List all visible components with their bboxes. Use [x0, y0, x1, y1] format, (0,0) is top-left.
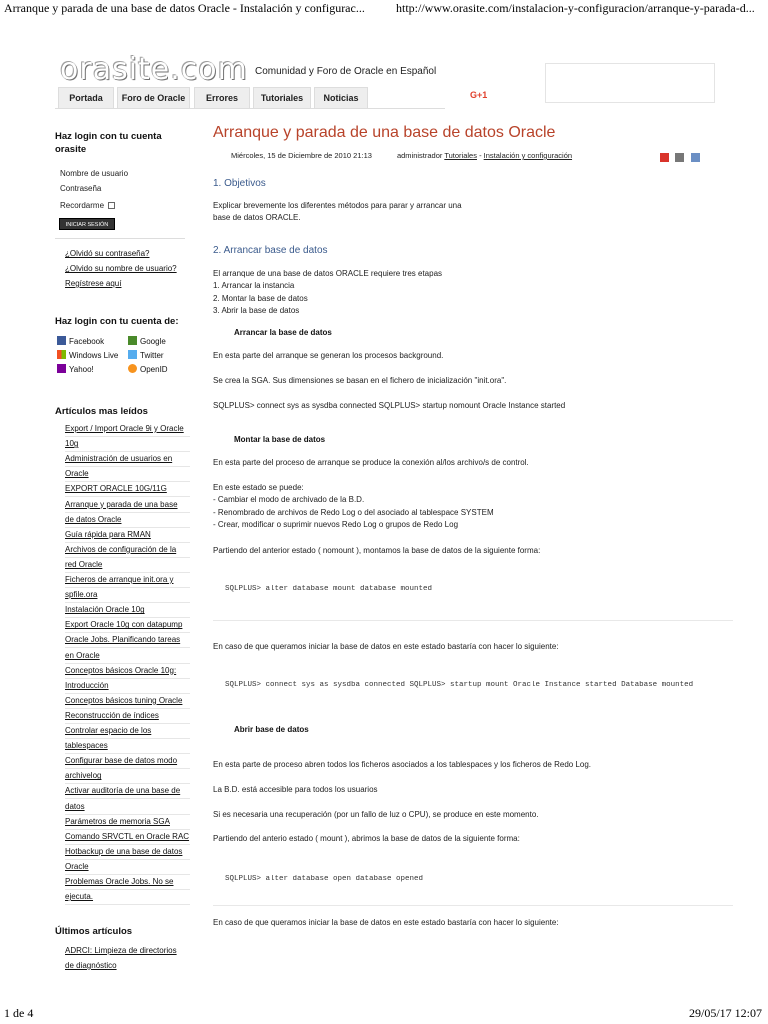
divider [55, 238, 185, 239]
yahoo-icon [57, 364, 66, 373]
popular-article-link[interactable]: de datos Oracle [65, 512, 190, 528]
category-instalacion-link[interactable]: Instalación y configuración [483, 151, 573, 160]
nav-tutoriales[interactable]: Tutoriales [253, 87, 311, 109]
popular-article-link[interactable]: Conceptos básicos Oracle 10g: [65, 663, 190, 679]
password-label[interactable]: Contraseña [60, 184, 102, 193]
step-item: 1. Arrancar la instancia [213, 281, 295, 290]
print-url: http://www.orasite.com/instalacion-y-configuracion/arranque-y-parada-d... [396, 1, 755, 15]
section-1-title: 1. Objetivos [213, 178, 266, 189]
print-header [0, 0, 768, 18]
print-icon[interactable] [675, 153, 684, 162]
bullet-item: - Crear, modificar o suprimir nuevos Redo Log o grupos de Redo Log [213, 520, 459, 529]
register-link[interactable]: Regístrese aquí [65, 279, 122, 288]
google-login[interactable]: Google [128, 336, 166, 346]
print-datetime: 29/05/17 12:07 [688, 1006, 762, 1020]
popular-article-link[interactable]: ejecuta. [65, 889, 190, 905]
popular-article-link[interactable]: datos [65, 799, 190, 815]
popular-article-link[interactable]: red Oracle [65, 557, 190, 573]
facebook-login[interactable]: Facebook [57, 336, 104, 346]
popular-article-link[interactable]: Introducción [65, 678, 190, 694]
google-plus-button[interactable]: G+1 [470, 90, 488, 100]
twitter-icon [128, 350, 137, 359]
paragraph: Explicar brevemente los diferentes métodos para parar y arrancar una [213, 201, 462, 210]
windows-icon [57, 350, 66, 359]
article-author: administrador [396, 151, 443, 160]
site-tagline: Comunidad y Foro de Oracle en Español [255, 66, 437, 77]
windows-live-login[interactable]: Windows Live [57, 350, 118, 360]
popular-article-link[interactable]: Oracle [65, 466, 190, 482]
paragraph: Si es necesaria una recuperación (por un fallo de luz o CPU), se produce en este momento. [213, 810, 539, 819]
paragraph: En esta parte del arranque se generan los procesos background. [213, 351, 444, 360]
divider [213, 905, 733, 906]
twitter-login[interactable]: Twitter [128, 350, 164, 360]
popular-article-link[interactable]: Activar auditoría de una base de [65, 783, 190, 799]
popular-article-link[interactable]: Export Oracle 10g con datapump [65, 617, 190, 633]
site-logo[interactable]: orasite.com [60, 52, 248, 87]
nav-portada[interactable]: Portada [58, 87, 114, 109]
yahoo-login[interactable]: Yahoo! [57, 364, 94, 374]
paragraph: La B.D. está accesible para todos los usuarios [213, 785, 378, 794]
search-box[interactable] [545, 63, 715, 103]
main-nav [55, 87, 488, 109]
article-actions [660, 149, 702, 167]
social-heading: Haz login con tu cuenta de: [55, 316, 179, 327]
subsection-title: Abrir base de datos [234, 725, 309, 734]
category-tutoriales-link[interactable]: Tutoriales [444, 151, 477, 160]
paragraph: En esta parte de proceso abren todos los ficheros asociados a los tablespaces y los ficheros de Redo Log. [213, 760, 592, 769]
paragraph: SQLPLUS> connect sys as sysdba connected SQLPLUS> startup nomount Oracle Instance started [213, 401, 566, 410]
subsection-title: Montar la base de datos [234, 435, 326, 444]
paragraph: En caso de que queramos iniciar la base de datos en este estado bastaría con hacer lo siguiente: [213, 642, 559, 651]
subsection-title: Arrancar la base de datos [234, 328, 332, 337]
code-block: SQLPLUS> alter database open database opened [225, 875, 424, 883]
latest-item[interactable]: de diagnóstico [65, 961, 117, 970]
popular-article-link[interactable]: spfile.ora [65, 587, 190, 603]
step-item: 2. Montar la base de datos [213, 294, 308, 303]
paragraph: En este estado se puede: [213, 483, 304, 492]
article-meta [231, 151, 572, 160]
popular-article-link[interactable]: Ficheros de arranque init.ora y [65, 572, 190, 588]
popular-article-link[interactable]: EXPORT ORACLE 10G/11G [65, 481, 190, 497]
nav-noticias[interactable]: Noticias [314, 87, 368, 109]
popular-article-link[interactable]: Problemas Oracle Jobs. No se [65, 874, 190, 890]
popular-article-link[interactable]: tablespaces [65, 738, 190, 754]
popular-article-link[interactable]: Parámetros de memoria SGA [65, 814, 190, 830]
latest-heading: Últimos artículos [55, 926, 133, 937]
paragraph: En caso de que queramos iniciar la base de datos en este estado bastaría con hacer lo siguiente: [213, 918, 559, 927]
forgot-username-link[interactable]: ¿Olvido su nombre de usuario? [65, 264, 177, 273]
username-label[interactable]: Nombre de usuario [60, 169, 129, 178]
popular-article-link[interactable]: Oracle [65, 859, 190, 875]
popular-article-link[interactable]: Arranque y parada de una base [65, 497, 190, 513]
popular-article-link[interactable]: Archivos de configuración de la [65, 542, 190, 558]
code-block: SQLPLUS> connect sys as sysdba connected SQLPLUS> startup mount Oracle Instance started Database mounted [225, 681, 694, 689]
paragraph: base de datos ORACLE. [213, 213, 301, 222]
forgot-password-link[interactable]: ¿Olvidó su contraseña? [65, 249, 150, 258]
popular-article-link[interactable]: 10g [65, 436, 190, 452]
popular-article-link[interactable]: Instalación Oracle 10g [65, 602, 190, 618]
facebook-icon [57, 336, 66, 345]
paragraph: El arranque de una base de datos ORACLE requiere tres etapas [213, 269, 443, 278]
popular-article-link[interactable]: Conceptos básicos tuning Oracle [65, 693, 190, 709]
bullet-item: - Cambiar el modo de archivado de la B.D. [213, 495, 365, 504]
popular-article-link[interactable]: en Oracle [65, 648, 190, 664]
popular-heading: Artículos mas leídos [55, 406, 148, 417]
remember-row[interactable] [60, 201, 115, 210]
code-block: SQLPLUS> alter database mount database mounted [225, 585, 433, 593]
step-item: 3. Abrir la base de datos [213, 306, 300, 315]
paragraph: Se crea la SGA. Sus dimensiones se basan en el fichero de inicialización "init.ora". [213, 376, 507, 385]
print-page-title: Arranque y parada de una base de datos Oracle - Instalación y configurac... [4, 1, 365, 15]
article-title: Arranque y parada de una base de datos Oracle [213, 124, 556, 141]
paragraph: Partiendo del anterior estado ( nomount ), montamos la base de datos de la siguiente forma: [213, 546, 541, 555]
popular-article-link[interactable]: Comando SRVCTL en Oracle RAC [65, 829, 190, 845]
google-icon [128, 336, 137, 345]
login-heading: Haz login con tu cuenta orasite [55, 131, 162, 155]
popular-article-link[interactable]: Configurar base de datos modo [65, 753, 190, 769]
section-2-title: 2. Arrancar base de datos [213, 245, 328, 256]
login-button[interactable]: INICIAR SESIÓN [59, 218, 115, 230]
bullet-item: - Renombrado de archivos de Redo Log o del asociado al tablespace SYSTEM [213, 508, 494, 517]
meta-separator: - [476, 151, 484, 160]
popular-article-link[interactable]: Guía rápida para RMAN [65, 527, 190, 543]
nav-foro[interactable]: Foro de Oracle [117, 87, 190, 109]
pdf-icon[interactable] [660, 153, 669, 162]
article-date: Miércoles, 15 de Diciembre de 2010 21:13 [231, 151, 372, 160]
remember-checkbox[interactable] [108, 202, 115, 209]
openid-login[interactable]: OpenID [128, 364, 168, 374]
paragraph: En esta parte del proceso de arranque se produce la conexión al/los archivo/s de control. [213, 458, 529, 467]
email-icon[interactable] [691, 153, 700, 162]
popular-article-link[interactable]: Export / Import Oracle 9i y Oracle [65, 421, 190, 437]
popular-article-link[interactable]: Hotbackup de una base de datos [65, 844, 190, 860]
popular-article-link[interactable]: Controlar espacio de los [65, 723, 190, 739]
divider [213, 620, 733, 621]
latest-item[interactable]: ADRCI: Limpieza de directorios [65, 946, 177, 955]
nav-errores[interactable]: Errores [194, 87, 250, 109]
openid-icon [128, 364, 137, 373]
print-footer [0, 1004, 768, 1022]
popular-article-link[interactable]: archivelog [65, 768, 190, 784]
popular-article-link[interactable]: Oracle Jobs. Planificando tareas [65, 632, 190, 648]
paragraph: Partiendo del anterio estado ( mount ), abrimos la base de datos de la siguiente forma: [213, 834, 520, 843]
popular-article-link[interactable]: Reconstrucción de índices [65, 708, 190, 724]
page-number: 1 de 4 [4, 1006, 34, 1020]
remember-label: Recordarme [60, 201, 105, 210]
popular-article-link[interactable]: Administración de usuarios en [65, 451, 190, 467]
